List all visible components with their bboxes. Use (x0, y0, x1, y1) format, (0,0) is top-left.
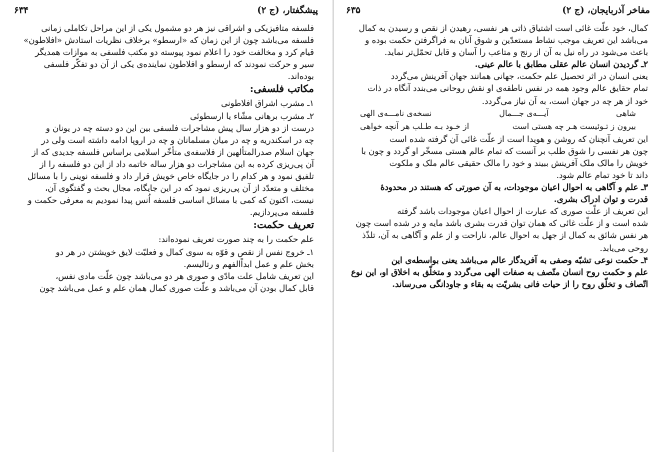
verse-hemistich: آیـــه‌ی جـــمال (499, 108, 549, 118)
text-line: خویش را مالک ملک آفرینش ببیند و خود را مالک حقیقی عالم ملک و ملکوت (389, 157, 648, 168)
text-line: این تعریف آنچنان که روشن و هویدا است از علّت غائی آن گرفته شده است (389, 133, 648, 144)
text-line: خود از هر چه در جهان است، به آن نیاز می‌گردد. (481, 95, 648, 106)
section-heading: مکاتب فلسفی: (249, 84, 314, 96)
text-line: ۲ـ گردیدن انسان عالم عقلی مطابق با عالم عینی. (474, 59, 648, 70)
text-line: فلسفه می‌باشد چون از این زمان که «ارسطو» برخلاف نظریات استادش «افلاطون» (23, 35, 314, 46)
page-number: ۶۳۵ (346, 6, 361, 16)
text-line: فلسفه متافیزیکی و اشراقی نیز هر دو مشمول یکی از این مراحل تکاملی زمانی (41, 23, 314, 33)
list-item: ۲ـ مشرب برهانی مشّاء یا ارسطوئی (189, 110, 314, 121)
text-line: جهان اسلام صدرالمتألهین از فلاسفه‌ی متأخّر اسلامی براساس فلسفه جدیدی که از (31, 146, 314, 157)
text-line: نیست، اکنون که کمی با مسائل اساسی فلسفه اُنس پیدا نمودیم به معرفی حکمت و (27, 195, 314, 206)
text-line: بوده‌اند. (287, 71, 314, 82)
text-line: یعنی انسان در اثر تحصیل علم حکمت، جهانی همانند جهان آفرینش می‌گردد (390, 71, 648, 82)
page-body (22, 22, 314, 294)
text-line: درست از دو هزار سال پیش مشاجرات فلسفی بین این دو دسته چه در یونان و (45, 122, 314, 133)
page-body (348, 22, 648, 290)
text-line: چه در اسکندریه و چه در میان مسلمانان و چه در اروپا ادامه داشته است ولی در (41, 134, 314, 145)
verse-line (348, 120, 648, 133)
text-line: مختلف و متعدّد از آن پی‌ریزی نمود که در این جایگاه، مجال بحث و گفتگوی آن، (44, 183, 314, 194)
text-line: قدرت و توان ادراک بشری. (553, 194, 648, 205)
verse-hemistich: شاهی (615, 108, 636, 118)
section-heading: تعریف حکمت: (253, 220, 314, 232)
text-line: این تعریف شامل علت مادّی و صوری هر دو می‌باشد چون علّت مادی نفس، (55, 270, 314, 281)
text-line: تلفیق نمود و هر کدام را در جایگاه خاص خویش قرار داد و فلسفه نوینی را با مسائل (27, 171, 314, 182)
text-line: فلسفه می‌پردازیم. (249, 207, 314, 218)
text-line: شده است و از علّت غائی که همان توان قدرت بشری باشد مایه و در شده است چون (355, 218, 648, 229)
text-line: روحی می‌یابد. (599, 242, 648, 253)
list-item: ۱ـ مشرب اشراق افلاطونی (221, 98, 314, 109)
text-line: علم حکمت را به چند صورت تعریف نموده‌اند: (158, 234, 314, 245)
running-title: مفاخر آذربایجان، (ج ۲) (562, 6, 650, 16)
verse-hemistich: بیرون ز تـوئیست هـر چه هستی است (512, 121, 636, 131)
right-page (332, 0, 664, 452)
text-line: ۱ـ خروج نفس از نقص و قوّه به سوی کمال و فعلیّت لایق خویشتن در هر دو (55, 246, 314, 257)
text-line: قابل کمال بودن آن می‌باشد و علّت صوری کمال همان علم و عمل می‌باشد چون (39, 282, 314, 293)
running-title: پیشگفتار، (ج ۲) (257, 6, 318, 16)
text-line: تمام حقایق عالم وجود همه در نفس ناطقه‌ی او نقش روحانی می‌بندد آنگاه در ذات (367, 83, 648, 94)
text-line: اتّصاف و تخلّق روح را از حیات فانی بشریّت به بقاء و جاودانگی می‌رساند. (392, 278, 648, 289)
text-line: ۴ـ حکمت نوعی تشبّه وصفی به آفریدگار عالم می‌باشد یعنی بواسطه‌ی این (391, 254, 648, 265)
verse-hemistich: نسخه‌ی نامـــه‌ی الهی (360, 108, 432, 118)
text-line: آن پی‌ریزی کرده به این مشاجرات دو هزار ساله خاتمه داد از این دو فلسفه را از (39, 158, 314, 169)
text-line: علم و حکمت روح انسان متّصف به صفات الهی می‌گردد و متخلّق به اخلاق او، این نوع (350, 266, 648, 277)
text-line: این تعریف از علّت صوری که عبارت از احوال اعیان موجودات باشد گرفته (397, 206, 648, 217)
page-number: ۶۳۴ (14, 6, 29, 16)
text-line: بخش علم و عمل ابداًالفهم و رتالیسم. (183, 258, 314, 269)
text-line: کمال، خود علّت غائی است اشتیاق ذاتی هر نفسی، رهیدن از نقص و رسیدن به کمال (358, 23, 648, 33)
text-line: می‌باشد این تعریف موجب نشاط مستعدّین و شوق آنان به فراگرفتن حکمت بوده و (365, 35, 648, 46)
verse-line (348, 107, 648, 120)
text-line: هر نفس شائق به کمال از جهل به احوال عالم، ناراحت و از علم و آگاهی به آن، تلذّذ (362, 230, 648, 241)
text-line: باعث می‌شود در راه نیل به آن از رنج و متاعب را آسان و قابل تحمّل‌تر نماید. (384, 47, 648, 58)
text-line: داند تا خود تمام عالم شود. (556, 169, 648, 180)
text-line: سیر و حرکت نمودند که ارسطو و افلاطون نماینده‌ی یکی از آن دو تفکّر فلسفی (43, 59, 314, 70)
verse-hemistich: از خـود بـه طـلب هر آنچه خواهی (360, 121, 470, 131)
text-line: ۳ـ علم و آگاهی به احوال اعیان موجودات، به آن صورتی که هستند در محدودهٔ (380, 182, 648, 193)
text-line: چون هر نفسی را شوق طلب بر آنست که تمام عالم هستی مسخّر او گردد و چون با (361, 145, 648, 156)
text-line: قیام کرد و مخالفت خود را اعلام نمود پیوسته دو مکتب فلسفی به موازات همدیگر (35, 47, 314, 58)
